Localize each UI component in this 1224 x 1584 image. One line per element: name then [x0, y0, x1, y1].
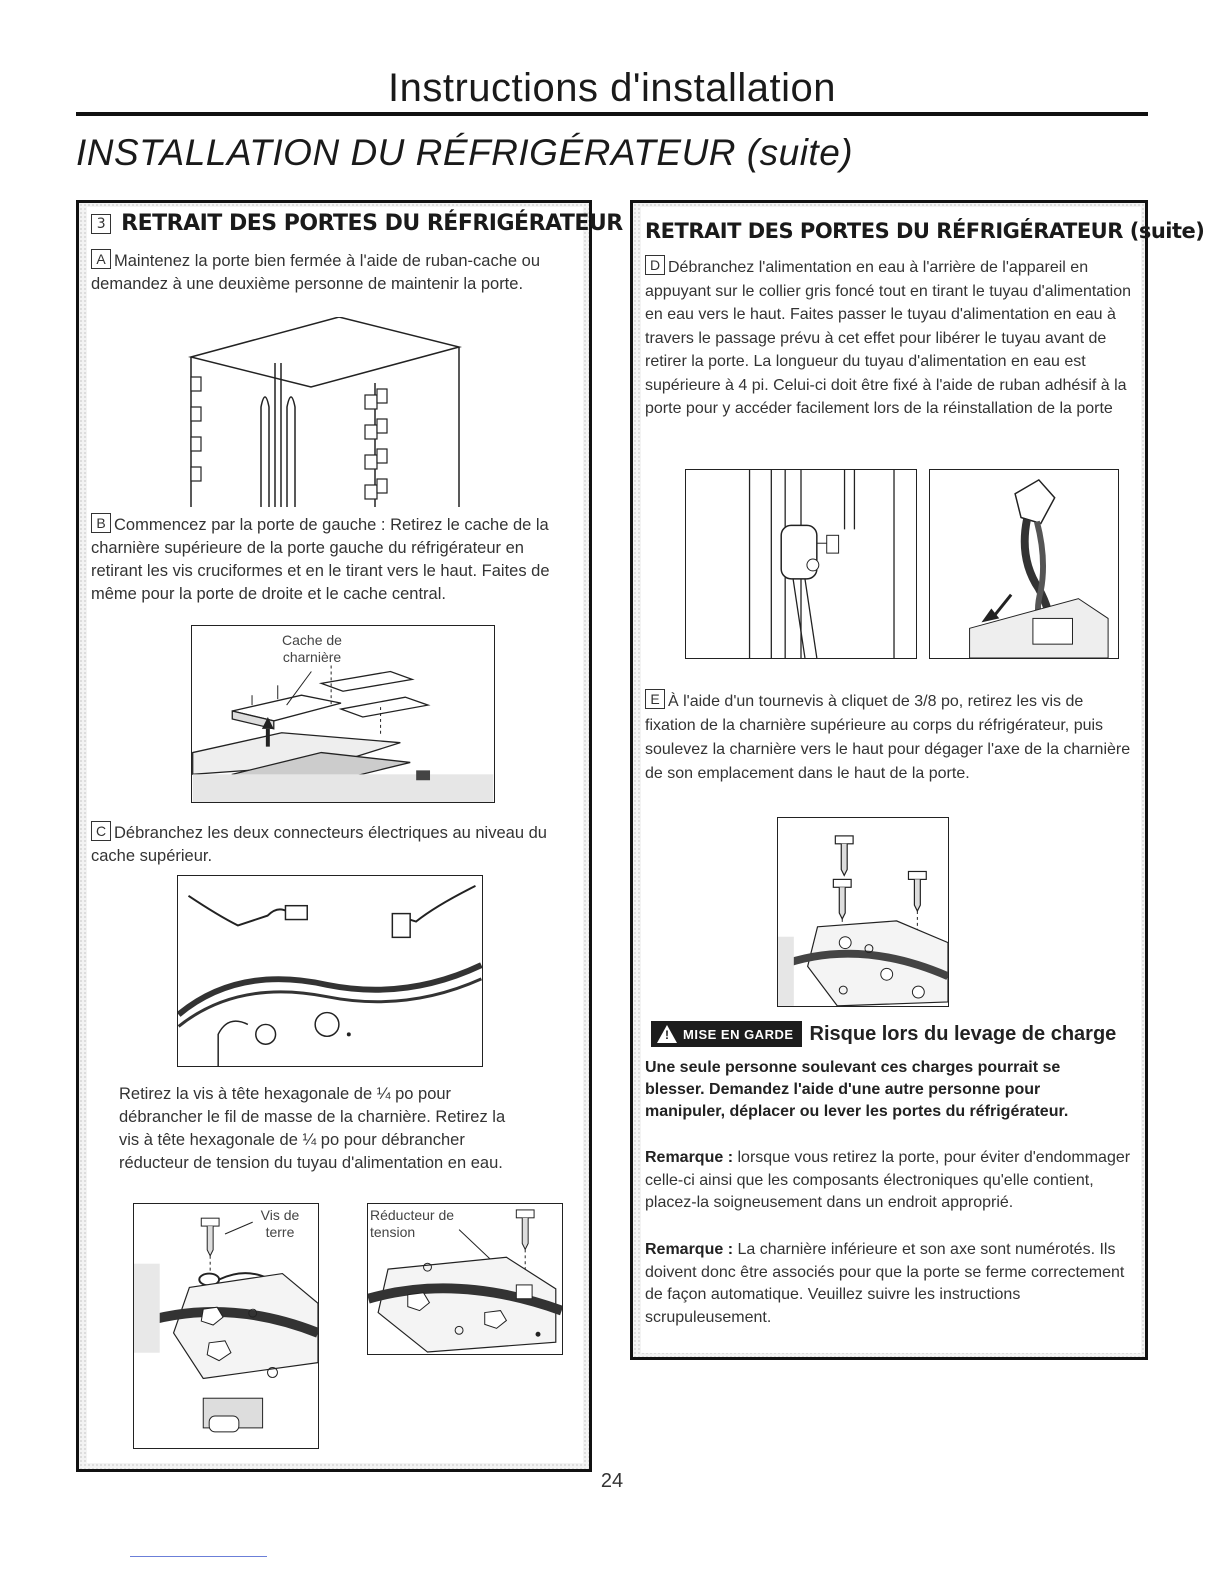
step-a: [91, 249, 571, 296]
page-title: Instructions d'installation: [387, 66, 837, 110]
water-connector-illustration: [930, 470, 1118, 658]
footer-rule: [130, 1556, 267, 1557]
ground-screw-figure: [133, 1203, 319, 1449]
left-heading-text: RETRAIT DES PORTES DU RÉFRIGÉRATEUR: [121, 211, 623, 236]
right-panel: [630, 200, 1205, 1360]
fridge-doors-illustration: [179, 317, 469, 507]
water-connector-figure: [929, 469, 1119, 659]
right-panel-heading: RETRAIT DES PORTES DU RÉFRIGÉRATEUR (suite): [645, 219, 1205, 243]
step-e: [645, 689, 1135, 786]
step-a-text: Maintenez la porte bien fermée à l'aide de ruban-cache ou demandez à une deuxième personne de maintenir la porte.: [91, 252, 541, 293]
left-panel: [76, 200, 623, 1472]
step-d-letter: D: [645, 255, 665, 275]
hinge-screws-figure: [777, 817, 949, 1007]
strain-relief-label: Réducteur de tension: [370, 1207, 455, 1240]
step-c-letter: C: [91, 821, 111, 841]
warning-title: Risque lors du levage de charge: [809, 1022, 1117, 1045]
hinge-screws-illustration: [778, 818, 948, 1006]
section-title: INSTALLATION DU RÉFRIGÉRATEUR (suite): [76, 132, 854, 173]
hinge-cover-label: Cache de charnière: [282, 632, 342, 665]
water-pipe-illustration: [686, 470, 916, 658]
warning-header: [651, 1021, 1141, 1047]
step-d-text: Débranchez l'alimentation en eau à l'arrière de l'appareil en appuyant sur le collier gris foncé tout en tirant le tuyau d'alimentation en eau vers le haut. Faites passer le tuyau d'alimentation en eau à travers le passage prévu à cet effet pour libérer le tuyau avant de retirer la porte. La longueur du tuyau d'alimentation en eau est supérieure à 4 pi. Celui-ci doit être fixé à l'aide de ruban adhésif à la porte pour y accéder facilement lors de la réinstallation de la porte: [645, 259, 1131, 417]
warning-badge-label: MISE EN GARDE: [683, 1026, 794, 1042]
strain-relief-figure: [367, 1203, 563, 1355]
left-panel-content: [87, 207, 623, 1463]
step-d: [645, 255, 1135, 421]
title-divider: [76, 112, 1148, 116]
warning-bold-text: Une seule personne soulevant ces charges pourrait se blesser. Demandez l'aide d'une autre personne pour manipuler, déplacer ou lever les portes du réfrigérateur.: [645, 1059, 1069, 1120]
step-b: [91, 513, 571, 606]
note-1-label: Remarque :: [645, 1149, 734, 1166]
screw-instructions: Retirez la vis à tête hexagonale de ¼ po pour débrancher le fil de masse de la charnière. Retirez la vis à tête hexagonale de ¼ po pour débrancher réducteur de tension du tuyau d'alimentation en eau.: [119, 1085, 506, 1172]
step-e-letter: E: [645, 689, 665, 709]
warning-badge: [651, 1021, 802, 1047]
step-b-text: Commencez par la porte de gauche : Retirez le cache de la charnière supérieure de la porte gauche du réfrigérateur en retirant les vis cruciformes et en le tirant vers le haut. Faites de même pour la porte de droite et le cache central.: [91, 516, 550, 603]
note-1: [645, 1147, 1135, 1215]
right-panel-content: [641, 207, 1205, 1353]
ground-screw-label: Vis de terre: [260, 1207, 300, 1240]
step-e-text: À l'aide d'un tournevis à cliquet de 3/8 po, retirez les vis de fixation de la charnière supérieure au corps du réfrigérateur, puis soulevez la charnière vers le haut pour dégager l'axe de la charnière de son emplacement dans le haut de la porte.: [645, 693, 1131, 782]
warning-triangle-icon: !: [657, 1025, 677, 1043]
left-panel-heading: [91, 211, 623, 236]
step-b-letter: B: [91, 513, 111, 533]
connectors-figure: [177, 875, 483, 1067]
step-c-text: Débranchez les deux connecteurs électriques au niveau du cache supérieur.: [91, 824, 547, 865]
page-number: 24: [600, 1470, 624, 1492]
note-2-text: La charnière inférieure et son axe sont numérotés. Ils doivent donc être associés pour que la porte se ferme correctement de façon automatique. Veuillez suivre les instructions scrupuleusement.: [645, 1241, 1125, 1326]
fridge-doors-figure: [179, 317, 469, 507]
hinge-cover-figure: [191, 625, 495, 803]
connectors-illustration: [178, 876, 482, 1066]
step-c: [91, 821, 587, 868]
step-number-3: 3: [91, 214, 111, 234]
note-2: [645, 1239, 1135, 1329]
note-2-label: Remarque :: [645, 1241, 734, 1258]
step-a-letter: A: [91, 249, 111, 269]
note-1-text: lorsque vous retirez la porte, pour éviter d'endommager celle-ci ainsi que les composants électroniques qu'elle contient, placez-la soigneusement dans un endroit approprié.: [645, 1149, 1131, 1211]
water-pipe-figure: [685, 469, 917, 659]
